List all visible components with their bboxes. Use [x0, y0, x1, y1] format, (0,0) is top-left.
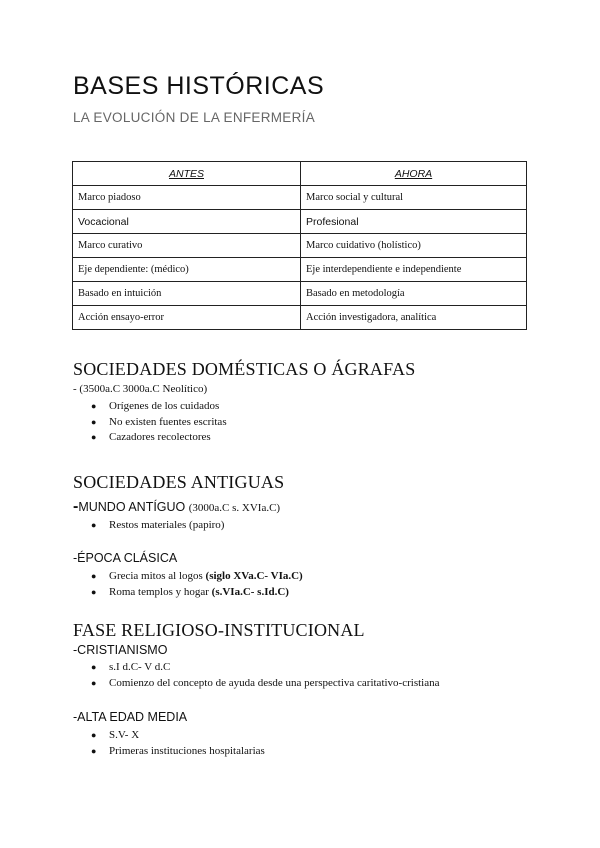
bullet-icon: ● — [91, 745, 97, 756]
page-subtitle: LA EVOLUCIÓN DE LA ENFERMERÍA — [73, 110, 316, 125]
list-item: ● Grecia mitos al logos (siglo XVa.C- VIa.C) — [91, 569, 303, 585]
bullet-list — [91, 399, 227, 446]
bullet-list — [91, 660, 439, 691]
list-item: ● Comienzo del concepto de ayuda desde una perspectiva caritativo-cristiana — [91, 676, 439, 692]
table-cell: Profesional — [301, 210, 527, 234]
table-cell: Marco cuidativo (holístico) — [301, 234, 527, 258]
table-cell: Marco piadoso — [73, 186, 301, 210]
table-row — [73, 186, 527, 210]
table-cell: Eje dependiente: (médico) — [73, 258, 301, 282]
table-cell: Acción ensayo-error — [73, 306, 301, 330]
list-item: ● S.V- X — [91, 728, 265, 744]
bullet-icon: ● — [91, 416, 97, 427]
page-title: BASES HISTÓRICAS — [73, 72, 325, 100]
bullet-icon: ● — [91, 401, 97, 411]
list-item: ● Restos materiales (papiro) — [91, 518, 224, 534]
subsection-epoca-clasica: -ÉPOCA CLÁSICA — [73, 551, 178, 565]
comparison-table — [72, 161, 527, 330]
bullet-icon: ● — [91, 520, 97, 530]
bullet-list — [91, 518, 224, 534]
section-heading-antiguas: SOCIEDADES ANTIGUAS — [73, 472, 285, 492]
section-heading-religioso: FASE RELIGIOSO-INSTITUCIONAL — [73, 620, 365, 640]
list-item: ● Roma templos y hogar (s.VIa.C- s.Id.C) — [91, 585, 303, 601]
bullet-icon: ● — [91, 730, 97, 740]
bullet-icon: ● — [91, 432, 97, 442]
list-item: ● s.I d.C- V d.C — [91, 660, 439, 676]
bullet-list — [91, 569, 303, 600]
table-row — [73, 258, 527, 282]
table-cell: Basado en metodología — [301, 282, 527, 306]
table-row — [73, 210, 527, 234]
list-item: ● No existen fuentes escritas — [91, 415, 227, 431]
table-cell: Acción investigadora, analítica — [301, 306, 527, 330]
table-cell: Eje interdependiente e independiente — [301, 258, 527, 282]
table-cell: Marco social y cultural — [301, 186, 527, 210]
bullet-icon: ● — [91, 662, 97, 672]
bullet-icon: ● — [91, 677, 97, 688]
subsection-cristianismo: -CRISTIANISMO — [73, 643, 168, 657]
bullet-icon: ● — [91, 571, 97, 581]
table-cell: Vocacional — [73, 210, 301, 234]
table-row — [73, 282, 527, 306]
subsection-alta-edad-media: -ALTA EDAD MEDIA — [73, 710, 188, 724]
table-cell: Basado en intuición — [73, 282, 301, 306]
bullet-list — [91, 728, 265, 759]
table-cell: Marco curativo — [73, 234, 301, 258]
list-item: ● Cazadores recolectores — [91, 430, 227, 446]
table-row — [73, 306, 527, 330]
bullet-icon: ● — [91, 586, 97, 597]
column-header-antes: ANTES — [73, 162, 301, 186]
subsection-mundo-antiguo: -MUNDO ANTÍGUO (3000a.C s. XVIa.C) — [73, 498, 281, 515]
section-intro: - (3500a.C 3000a.C Neolítico) — [73, 383, 208, 395]
list-item: ● Primeras instituciones hospitalarias — [91, 744, 265, 760]
table-row — [73, 234, 527, 258]
table-header-row — [73, 162, 527, 186]
column-header-ahora: AHORA — [301, 162, 527, 186]
list-item: ● Orígenes de los cuidados — [91, 399, 227, 415]
section-heading-domesticas: SOCIEDADES DOMÉSTICAS O ÁGRAFAS — [73, 359, 416, 379]
